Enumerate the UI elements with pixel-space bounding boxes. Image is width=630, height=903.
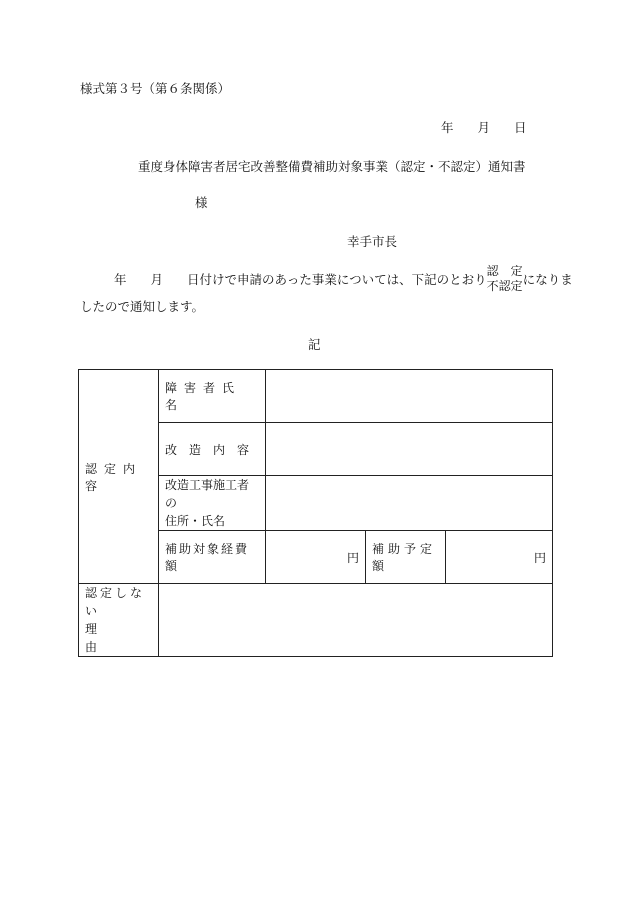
body-text-before: 日付けで申請のあった事業については、下記のとおり [187, 272, 487, 287]
addressee-suffix: 様 [195, 195, 208, 210]
section-approved-label: 認定内容 [79, 370, 159, 584]
subsidy-cost-label: 補助対象経費額 [159, 531, 266, 584]
rejection-reason-field[interactable] [159, 584, 553, 657]
rejected-label-line2: 理 由 [85, 622, 146, 654]
body-year: 年 [114, 272, 127, 287]
date-line [441, 118, 527, 136]
renovation-content-field[interactable] [266, 423, 553, 476]
body-line-1 [80, 264, 573, 298]
body-line-2: したので通知します。 [80, 299, 205, 314]
approval-choice [487, 264, 523, 294]
planned-subsidy-field[interactable]: 円 [446, 531, 553, 584]
document-title: 重度身体障害者居宅改善整備費補助対象事業（認定・不認定）通知書 [138, 159, 526, 174]
applicant-name-label: 障害者氏名 [159, 370, 266, 423]
contractor-field[interactable] [266, 476, 553, 531]
ki-heading: 記 [308, 337, 321, 352]
approval-table [78, 369, 553, 657]
choice-approved: 認 定 [486, 264, 523, 278]
contractor-label-line2: 住所・氏名 [165, 514, 226, 528]
form-number: 様式第３号（第６条関係） [80, 81, 231, 96]
section-rejected-label [79, 584, 159, 657]
renovation-content-label: 改 造 内 容 [159, 423, 266, 476]
subsidy-cost-field[interactable]: 円 [266, 531, 366, 584]
date-day: 日 [514, 120, 527, 135]
issuer: 幸手市長 [347, 234, 398, 249]
body-month: 月 [150, 272, 164, 287]
applicant-name-field[interactable] [266, 370, 553, 423]
body-text-after: になりま [522, 272, 573, 287]
rejected-label-line1: 認定しない [85, 586, 146, 618]
planned-subsidy-label: 補助予定額 [366, 531, 446, 584]
choice-rejected: 不認定 [486, 279, 523, 293]
date-year: 年 [441, 120, 454, 135]
contractor-label [159, 476, 266, 531]
contractor-label-line1: 改造工事施工者の [165, 478, 250, 510]
date-month: 月 [477, 120, 491, 135]
